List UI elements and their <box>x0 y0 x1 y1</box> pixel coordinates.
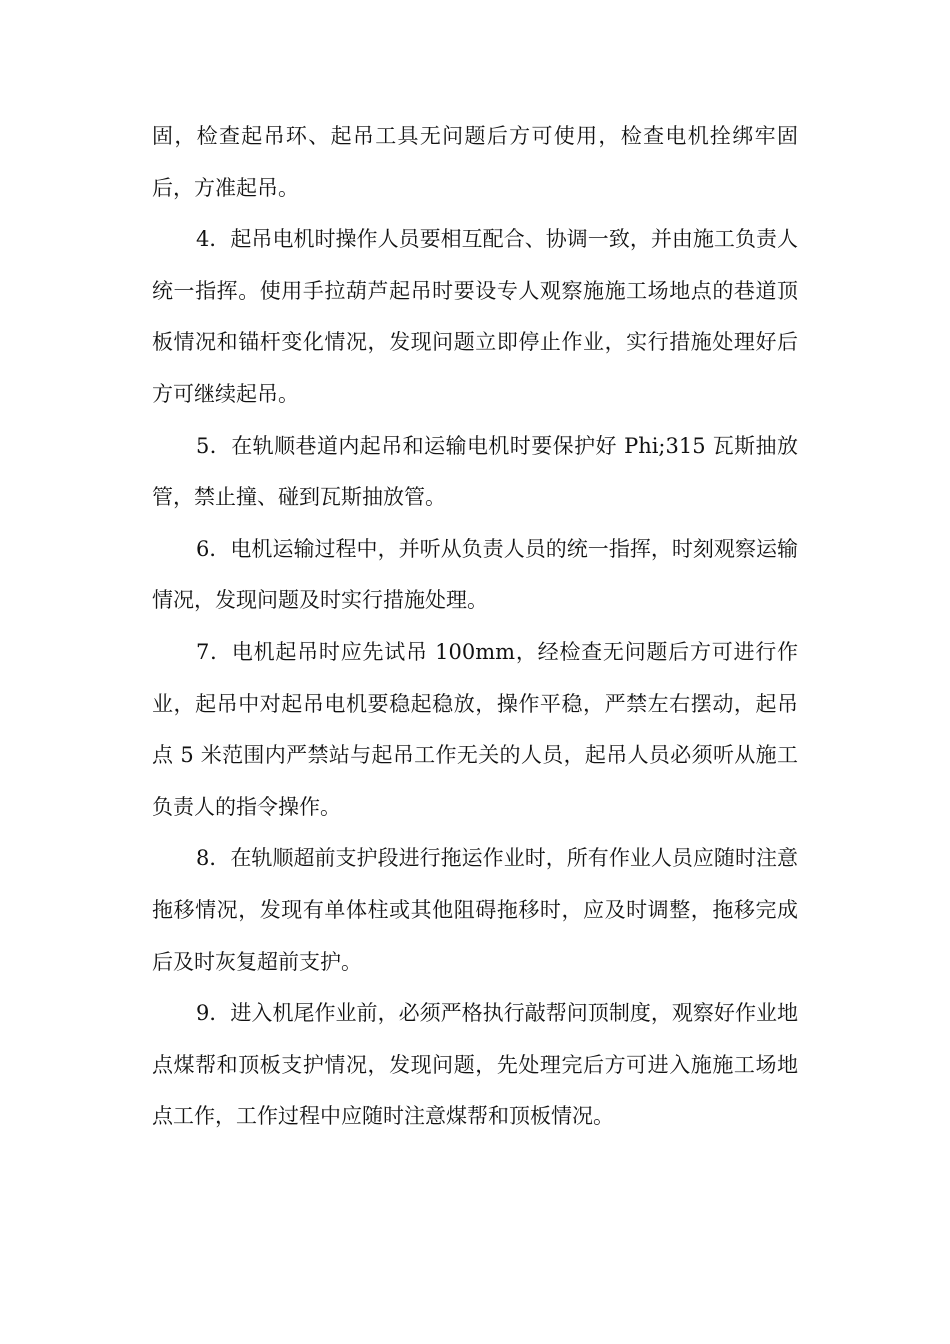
paragraph-item-5: 5．在轨顺巷道内起吊和运输电机时要保护好 Phi;315 瓦斯抽放管，禁止撞、碰到瓦斯抽放管。 <box>152 433 798 510</box>
paragraph-item-9: 9．进入机尾作业前，必须严格执行敲帮问顶制度，观察好作业地点煤帮和顶板支护情况，发现问题，先处理完后方可进入施施工场地点工作，工作过程中应随时注意煤帮和顶板情况。 <box>152 1001 798 1129</box>
paragraph-item-6: 6．电机运输过程中，并听从负责人员的统一指挥，时刻观察运输情况，发现问题及时实行措施处理。 <box>152 536 798 613</box>
paragraph-continuation: 固，检查起吊环、起吊工具无问题后方可使用，检查电机拴绑牢固后，方准起吊。 <box>152 124 798 200</box>
paragraph-item-4: 4．起吊电机时操作人员要相互配合、协调一致，并由施工负责人统一指挥。使用手拉葫芦起吊时要设专人观察施施工场地点的巷道顶板情况和锚杆变化情况，发现问题立即停止作业，实行措施处理好后方可继续起吊。 <box>152 227 798 406</box>
document-body <box>152 111 798 1143</box>
paragraph-item-8: 8．在轨顺超前支护段进行拖运作业时，所有作业人员应随时注意拖移情况，发现有单体柱或其他阻碍拖移时，应及时调整，拖移完成后及时灰复超前支护。 <box>152 846 798 974</box>
paragraph-item-7: 7．电机起吊时应先试吊 100mm，经检查无问题后方可进行作业，起吊中对起吊电机要稳起稳放，操作平稳，严禁左右摆动，起吊点 5 米范围内严禁站与起吊工作无关的人员，起吊人员必须听从施工负责人的指令操作。 <box>152 639 798 819</box>
